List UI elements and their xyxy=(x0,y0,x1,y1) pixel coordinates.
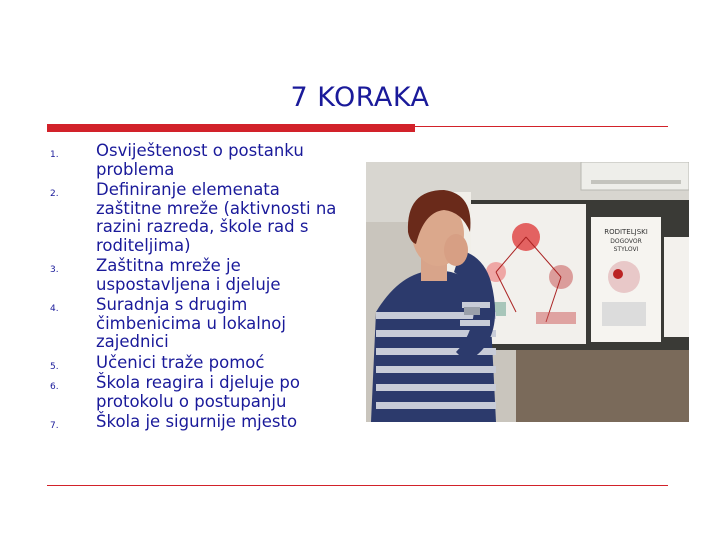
classroom-photo xyxy=(366,162,689,422)
step-text: Zaštitna mreže je uspostavljena i djeluje xyxy=(96,256,281,294)
step-item xyxy=(50,374,350,411)
step-text: Definiranje elemenata zaštitne mreže (aktivnosti na razini razreda, škole rad s roditeljima) xyxy=(96,180,337,255)
classroom-photo-illustration xyxy=(366,162,689,422)
step-item xyxy=(50,354,350,373)
step-number: 3. xyxy=(50,265,59,275)
step-text: Učenici traže pomoć xyxy=(96,352,265,372)
poster-label-2: DOGOVOR xyxy=(610,238,642,245)
step-item xyxy=(50,413,350,432)
step-item xyxy=(50,181,350,255)
slide-title-text: 7 KORAKA xyxy=(290,82,430,113)
step-text: Osviještenost o postanku problema xyxy=(96,141,304,179)
title-rule-thick xyxy=(47,124,415,132)
poster-label-3: STYLOVI xyxy=(613,246,639,253)
step-item xyxy=(50,142,350,179)
step-item xyxy=(50,296,350,352)
step-item xyxy=(50,257,350,294)
title-rule-thin xyxy=(415,126,668,127)
step-text: Suradnja s drugim čimbenicima u lokalnoj zajednici xyxy=(96,295,286,351)
step-number: 5. xyxy=(50,361,59,372)
step-number: 4. xyxy=(50,304,59,314)
footer-rule xyxy=(47,485,668,486)
step-number: 2. xyxy=(50,189,59,199)
slide-title xyxy=(0,82,720,113)
poster-label-1: RODITELJSKI xyxy=(604,228,648,236)
step-text: Škola je sigurnije mjesto xyxy=(96,412,298,431)
step-number: 1. xyxy=(50,150,59,160)
step-number: 6. xyxy=(50,382,59,392)
steps-list xyxy=(50,142,350,434)
step-number: 7. xyxy=(50,421,59,431)
step-text: Škola reagira i djeluje po protokolu o postupanju xyxy=(96,373,300,411)
